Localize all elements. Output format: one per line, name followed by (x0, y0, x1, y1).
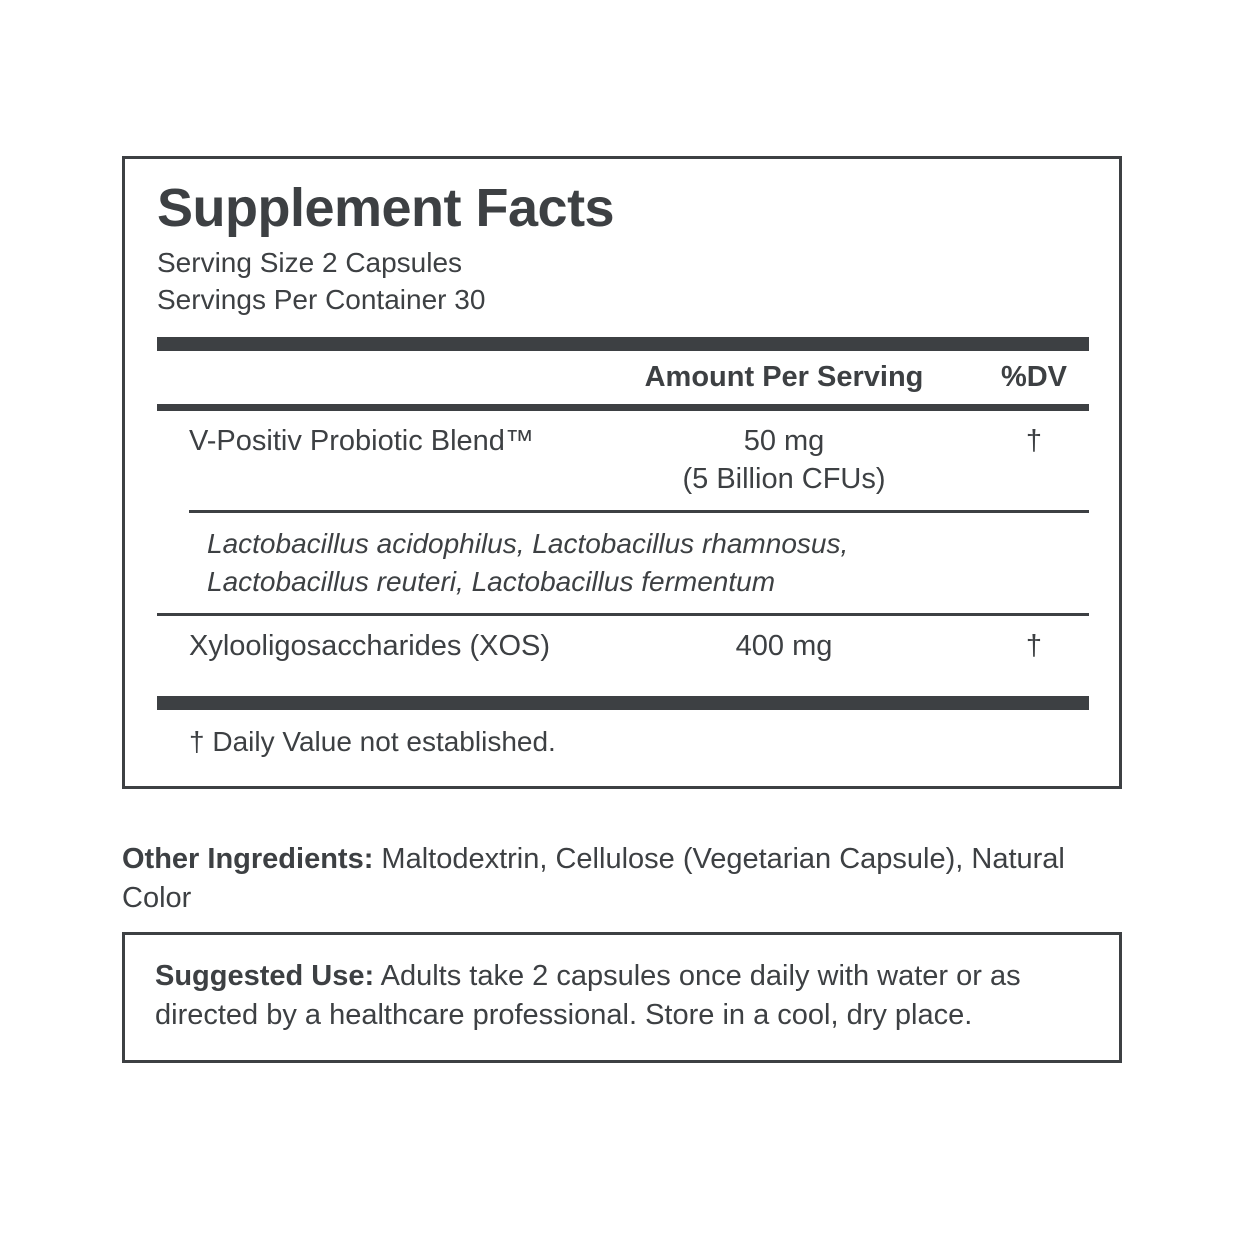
header-percent-dv: %DV (1000, 361, 1068, 393)
divider-thick-top (157, 337, 1089, 351)
table-row (157, 616, 1089, 678)
strain-list (157, 513, 1089, 613)
suggested-use-text: Adults take 2 capsules once daily with water or as directed by a healthcare professional. Store in a cool, dry place. (155, 960, 1021, 1032)
divider-thick-bottom (157, 696, 1089, 710)
suggested-use-box (122, 932, 1122, 1063)
suggested-use-label: Suggested Use: (155, 960, 375, 992)
servings-per-container-line: Servings Per Container 30 (157, 284, 486, 316)
row-name-xos: Xylooligosaccharides (XOS) (189, 629, 551, 662)
supplement-facts-panel (122, 156, 1122, 789)
panel-title: Supplement Facts (157, 178, 615, 238)
row-amount-probiotic-blend (589, 423, 979, 498)
row-amount-value: 400 mg (735, 629, 833, 662)
other-ingredients (122, 840, 1132, 918)
row-dv-xos: † (1025, 629, 1043, 662)
divider-under-headers (157, 404, 1089, 411)
daily-value-footnote: † Daily Value not established. (189, 725, 556, 757)
row-amount-value: 50 mg (743, 425, 825, 457)
header-amount-per-serving: Amount Per Serving (644, 361, 924, 393)
row-dv-probiotic-blend: † (1025, 425, 1043, 457)
serving-size-line: Serving Size 2 Capsules (157, 247, 463, 279)
other-ingredients-text: Maltodextrin, Cellulose (Vegetarian Capsule), Natural Color (122, 843, 1065, 915)
row-amount-xos (589, 628, 979, 666)
row-name-probiotic-blend: V-Positiv Probiotic Blend™ (189, 425, 534, 457)
other-ingredients-label: Other Ingredients: (122, 843, 374, 875)
column-headers (157, 351, 1089, 404)
row-amount-subvalue: (5 Billion CFUs) (682, 462, 886, 495)
strain-line-1: Lactobacillus acidophilus, Lactobacillus rhamnosus, (207, 528, 849, 560)
table-row (157, 411, 1089, 510)
strain-line-2: Lactobacillus reuteri, Lactobacillus fermentum (207, 566, 776, 598)
